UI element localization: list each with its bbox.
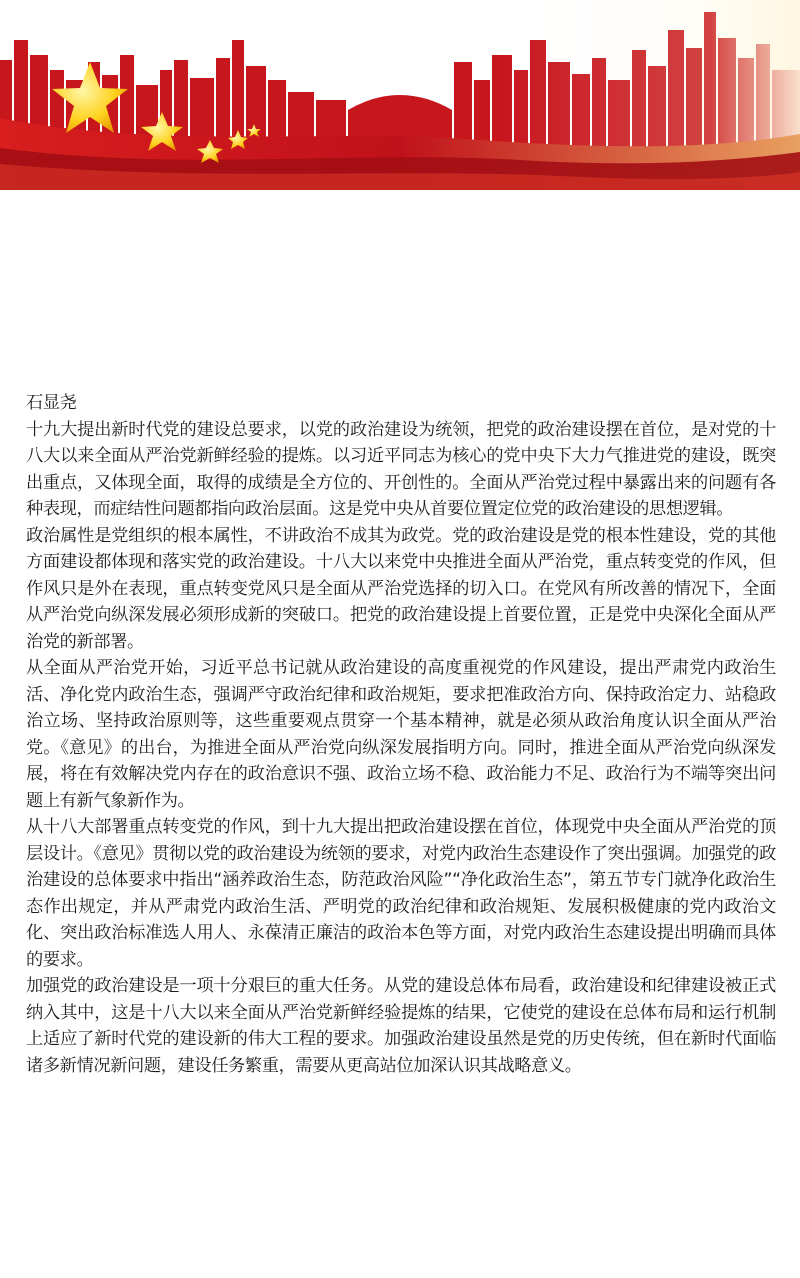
author-name: 石显尧 <box>26 393 77 413</box>
header-banner <box>0 0 800 190</box>
article-paragraph-5: 加强党的政治建设是一项十分艰巨的重大任务。从党的建设总体布局看，政治建设和纪律建设被正式纳入其中，这是十八大以来全面从严治党新鲜经验提炼的结果，它使党的建设在总体布局和运行机制上适应了新时代党的建设新的伟大工程的要求。加强政治建设虽然是党的历史传统，但在新时代面临诸多新情况新问题，建设任务繁重，需要从更高站位加深认识其战略意义。 <box>26 976 776 1076</box>
article-body <box>26 390 776 1079</box>
article-paragraph-1: 十九大提出新时代党的建设总要求，以党的政治建设为统领，把党的政治建设摆在首位，是对党的十八大以来全面从严治党新鲜经验的提炼。以习近平同志为核心的党中央下大力气推进党的建设，既突出重点，又体现全面，取得的成绩是全方位的、开创性的。全面从严治党过程中暴露出来的问题有各种表现，而症结性问题都指向政治层面。这是党中央从首要位置定位党的政治建设的思想逻辑。 <box>26 419 776 519</box>
article-paragraph-2: 政治属性是党组织的根本属性，不讲政治不成其为政党。党的政治建设是党的根本性建设，党的其他方面建设都体现和落实党的政治建设。十八大以来党中央推进全面从严治党，重点转变党的作风，但作风只是外在表现，重点转变党风只是全面从严治党选择的切入口。在党风有所改善的情况下，全面从严治党向纵深发展必须形成新的突破口。把党的政治建设提上首要位置，正是党中央深化全面从严治党的新部署。 <box>26 525 776 652</box>
article-paragraph-3: 从全面从严治党开始，习近平总书记就从政治建设的高度重视党的作风建设，提出严肃党内政治生活、净化党内政治生态，强调严守政治纪律和政治规矩，要求把准政治方向、保持政治定力、站稳政治立场、坚持政治原则等，这些重要观点贯穿一个基本精神，就是必须从政治角度认识全面从严治党。《意见》的出台，为推进全面从严治党向纵深发展指明方向。同时，推进全面从严治党向纵深发展，将在有效解决党内存在的政治意识不强、政治立场不稳、政治能力不足、政治行为不端等突出问题上有新气象新作为。 <box>26 658 776 811</box>
article-paragraph-4: 从十八大部署重点转变党的作风，到十九大提出把政治建设摆在首位，体现党中央全面从严治党的顶层设计。《意见》贯彻以党的政治建设为统领的要求，对党内政治生态建设作了突出强调。加强党的政治建设的总体要求中指出“涵养政治生态，防范政治风险”“净化政治生态”，第五节专门就净化政治生态作出规定，并从严肃党内政治生活、严明党的政治纪律和政治规矩、发展积极健康的党内政治文化、突出政治标准选人用人、永葆清正廉洁的政治本色等方面，对党内政治生态建设提出明确而具体的要求。 <box>26 817 776 970</box>
skyline-illustration <box>0 0 800 190</box>
